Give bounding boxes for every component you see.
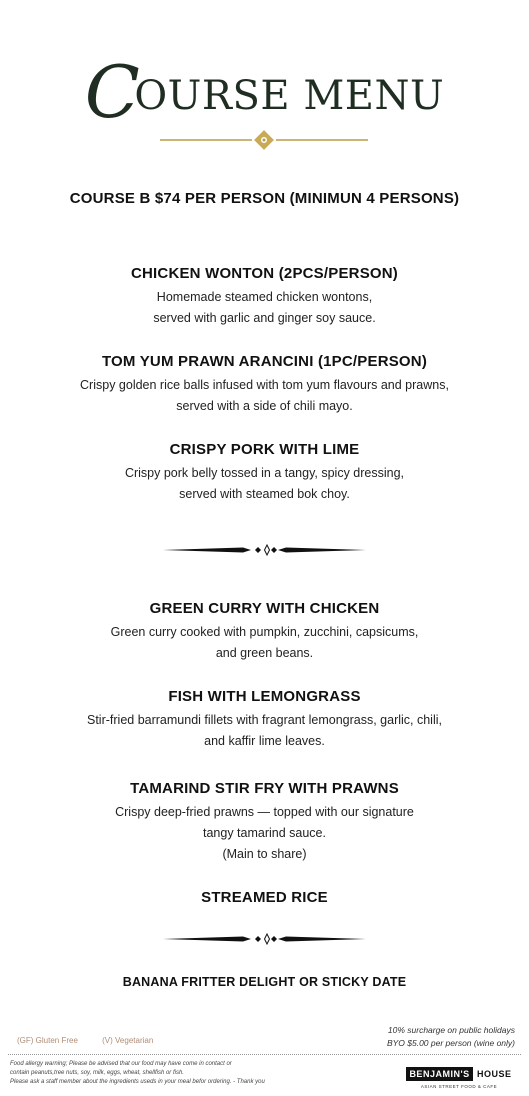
menu-item — [0, 688, 529, 752]
item-name: TOM YUM PRAWN ARANCINI (1PC/PERSON) — [101, 353, 428, 370]
surcharge-notes — [387, 1024, 515, 1050]
item-desc-line: tangy tamarind sauce. — [203, 826, 326, 840]
title-rest: OURSE MENU — [134, 73, 445, 119]
surcharge-note: 10% surcharge on public holidays — [387, 1025, 515, 1035]
dessert-item: BANANA FRITTER DELIGHT OR STICKY DATE — [122, 975, 407, 989]
item-description — [0, 287, 529, 329]
item-name: STREAMED RICE — [201, 889, 328, 906]
item-desc-line: Stir-fried barramundi fillets with fragrant lemongrass, garlic, chili, — [87, 713, 442, 727]
brand-name-left: BENJAMIN'S — [406, 1067, 472, 1081]
diet-legend — [17, 1036, 175, 1045]
item-description — [0, 622, 529, 664]
page-title — [0, 50, 529, 134]
brand-tagline: ASIAN STREET FOOD & CAFE — [420, 1084, 498, 1089]
menu-item — [0, 265, 529, 329]
allergy-line: Food allergy warning; Please be advised that our food may have come in contact or — [10, 1061, 232, 1067]
item-description — [0, 463, 529, 505]
ornament-divider — [163, 544, 366, 556]
item-desc-line: served with garlic and ginger soy sauce. — [153, 311, 376, 325]
item-desc-line: served with a side of chili mayo. — [176, 399, 353, 413]
item-name: CHICKEN WONTON (2PCS/PERSON) — [130, 265, 398, 282]
item-name: TAMARIND STIR FRY WITH PRAWNS — [130, 780, 399, 797]
brand-name-right: HOUSE — [477, 1069, 512, 1079]
title-initial: C — [84, 50, 141, 134]
allergy-line: Please ask a staff member about the ingredients useds in your meal befor ordering. - Thank you — [10, 1079, 265, 1085]
legend-gluten-free: (GF) Gluten Free — [17, 1036, 78, 1045]
item-description — [0, 802, 529, 865]
item-desc-line: Crispy golden rice balls infused with tom yum flavours and prawns, — [80, 378, 449, 392]
footer-divider — [8, 1054, 521, 1055]
brand-logo — [403, 1064, 515, 1089]
item-desc-line: and kaffir lime leaves. — [204, 734, 325, 748]
item-desc-line: Green curry cooked with pumpkin, zucchini, capsicums, — [110, 625, 419, 639]
item-desc-line: and green beans. — [215, 646, 314, 660]
item-desc-line: Crispy pork belly tossed in a tangy, spicy dressing, — [124, 466, 405, 480]
legend-vegetarian: (V) Vegetarian — [102, 1036, 154, 1045]
menu-item — [0, 353, 529, 417]
item-name: CRISPY PORK WITH LIME — [169, 441, 360, 458]
menu-item — [0, 889, 529, 911]
item-desc-line: served with steamed bok choy. — [179, 487, 350, 501]
menu-item — [0, 441, 529, 505]
item-name: FISH WITH LEMONGRASS — [168, 688, 361, 705]
allergy-warning — [10, 1060, 340, 1087]
item-desc-line: Homemade steamed chicken wontons, — [156, 290, 373, 304]
menu-item — [0, 780, 529, 865]
item-description — [0, 710, 529, 752]
menu-item — [0, 600, 529, 664]
byo-note: BYO $5.00 per person (wine only) — [386, 1038, 515, 1048]
gold-ornament-divider — [160, 130, 368, 150]
ornament-divider — [163, 933, 366, 945]
item-name: GREEN CURRY WITH CHICKEN — [149, 600, 380, 617]
course-header: COURSE B $74 PER PERSON (MINIMUN 4 PERSONS) — [69, 190, 460, 207]
allergy-line: contain peanuts,tree nuts, soy, milk, eggs, wheat, shellfish or fish. — [10, 1070, 184, 1076]
item-desc-line: (Main to share) — [222, 847, 307, 861]
item-desc-line: Crispy deep-fried prawns — topped with our signature — [115, 805, 414, 819]
item-description — [0, 375, 529, 417]
